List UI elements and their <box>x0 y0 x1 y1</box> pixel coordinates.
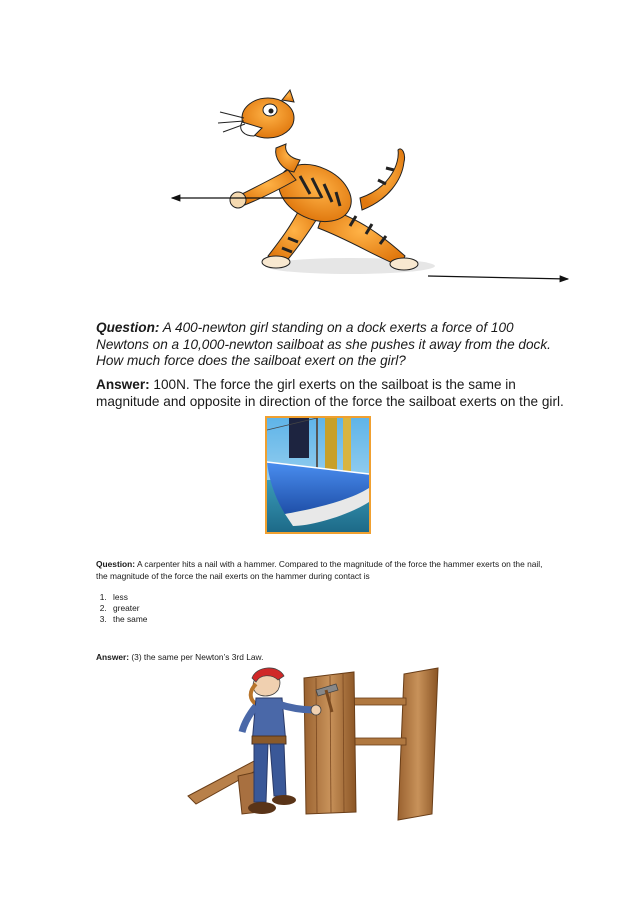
option-1: 1. less <box>109 592 147 603</box>
tiger-illustration <box>150 88 590 288</box>
answer-2-label: Answer: <box>96 652 130 662</box>
question-1 <box>96 320 566 370</box>
option-3: 3. the same <box>109 614 147 625</box>
answer-1-text: 100N. The force the girl exerts on the sailboat is the same in magnitude and opposite in direction of the force the sailboat exerts on the girl. <box>96 377 564 409</box>
answer-1 <box>96 377 566 410</box>
question-2-text: A carpenter hits a nail with a hammer. Compared to the magnitude of the force the hammer exerts on the nail, the magnitude of the force the nail exerts on the hammer during contact is <box>96 559 543 581</box>
answer-1-label: Answer: <box>96 377 150 392</box>
option-2: 2. greater <box>109 603 147 614</box>
answer-2-text: (3) the same per Newton’s 3rd Law. <box>129 652 264 662</box>
question-1-label: Question: <box>96 320 160 335</box>
carpenter-illustration <box>186 664 456 824</box>
question-2-label: Question: <box>96 559 136 569</box>
answer-2 <box>96 652 263 663</box>
sailboat-image <box>265 416 371 534</box>
question-1-text: A 400-newton girl standing on a dock exerts a force of 100 Newtons on a 10,000-newton sailboat as she pushes it away from the dock. How much force does the sailboat exert on the girl? <box>96 320 551 368</box>
sailboat-illustration <box>267 418 369 532</box>
answer-options-list <box>82 592 147 625</box>
question-2 <box>96 558 556 582</box>
